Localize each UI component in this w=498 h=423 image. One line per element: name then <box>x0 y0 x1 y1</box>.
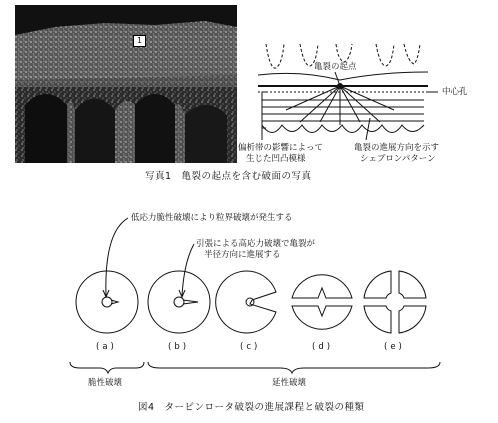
label-d: (d) <box>312 342 334 352</box>
photo-marker: 1 <box>133 35 146 47</box>
photo-caption: 写真1 亀裂の起点を含む破面の写真 <box>145 171 312 182</box>
brittle-fracture-label: 脆性破壊 <box>88 378 123 388</box>
leader-annotation2 <box>182 244 194 296</box>
disc-b <box>148 271 210 333</box>
brittle-brace <box>70 362 144 373</box>
ductile-fracture-label: 延性破壊 <box>272 378 307 388</box>
label-c: (c) <box>240 342 261 352</box>
crack-origin-label: 亀裂の起点 <box>314 62 357 72</box>
label-e: (e) <box>384 342 405 352</box>
disc-e <box>364 271 426 333</box>
ductile-brace <box>148 362 440 373</box>
label-b: (b) <box>168 342 190 352</box>
chevron-label-line2: シェブロンパターン <box>360 154 436 164</box>
segregation-label-line1: 偏析帯の影響によって <box>238 143 324 153</box>
disc-c <box>216 271 276 333</box>
annotation-high-stress-line1: 引張による高応力破壊で亀裂が <box>196 239 316 249</box>
leader-annotation1 <box>106 218 128 296</box>
figure4-caption: 図4 タービンロータ破裂の進展課程と破裂の種類 <box>138 402 365 413</box>
disc-d <box>292 275 352 329</box>
center-hole-label: 中心孔 <box>442 87 468 97</box>
annotation-low-stress: 低応力脆性破壊により粒界破壊が発生する <box>131 213 293 223</box>
segregation-label-line2: 生じた凹凸模様 <box>246 154 306 164</box>
chevron-label-line1: 亀裂の進展方向を示す <box>354 143 440 153</box>
label-a: (a) <box>96 342 117 352</box>
disc-a <box>76 271 138 333</box>
annotation-high-stress-line2: 半径方向に進展する <box>204 250 281 260</box>
